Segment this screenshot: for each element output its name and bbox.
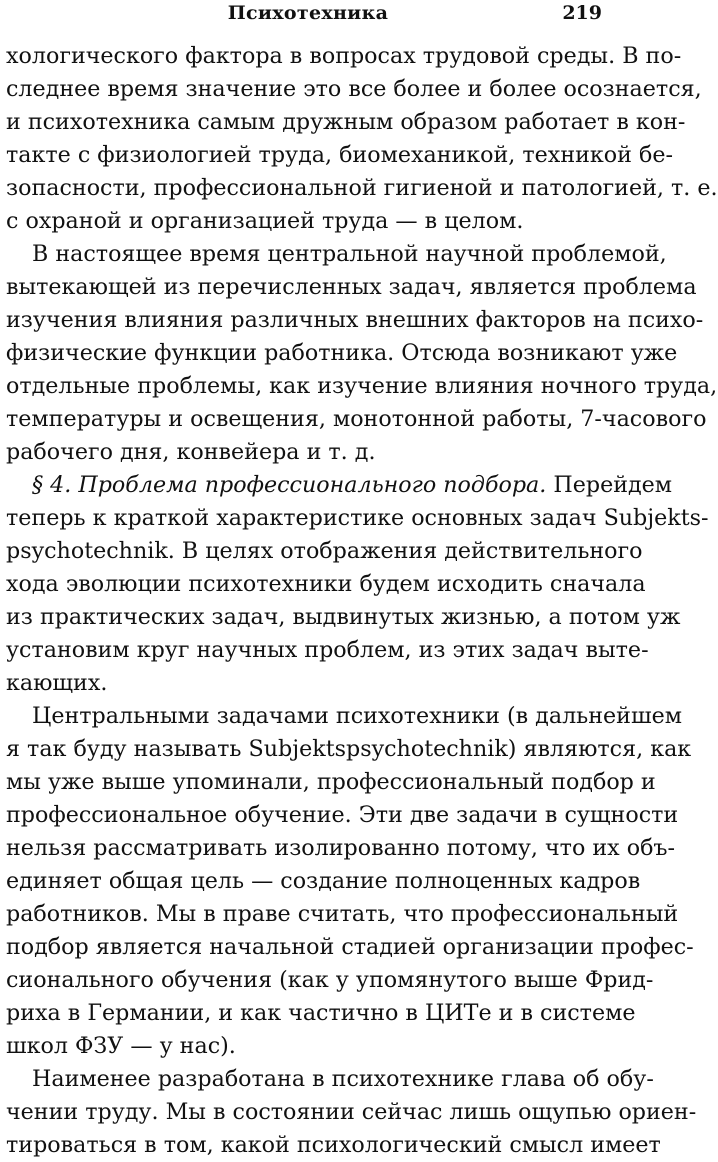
text-line: сионального обучения (как у упомянутого выше Фрид- <box>6 967 654 993</box>
text-line: хологического фактора в вопросах трудовой среды. В по- <box>6 43 682 69</box>
text-line: В настоящее время центральной научной проблемой, <box>32 241 667 267</box>
text-line: нельзя рассматривать изолированно потому, что их объ- <box>6 835 676 861</box>
text-line: подбор является начальной стадией организации профес- <box>6 934 694 960</box>
text-line: мы уже выше упоминали, профессиональный подбор и <box>6 769 656 795</box>
paragraph-scientific-problem <box>6 238 718 469</box>
text-line: школ ФЗУ — у нас). <box>6 1033 236 1059</box>
text-line: установим круг научных проблем, из этих задач выте- <box>6 637 649 663</box>
page-number: 219 <box>562 2 602 24</box>
paragraph-section-4 <box>6 469 709 700</box>
text-line: зопасности, профессиональной гигиеной и патологией, т. е. <box>6 175 718 201</box>
text-line: с охраной и организацией труда — в целом. <box>6 208 524 234</box>
text-line: следнее время значение это все более и более осознается, <box>6 76 702 102</box>
text-line: единяет общая цель — создание полноценных кадров <box>6 868 641 894</box>
text-line: Центральными задачами психотехники (в дальнейшем <box>32 703 682 729</box>
text-line: тироваться в том, какой психологический смысл имеет <box>6 1132 661 1158</box>
text-line: работников. Мы в праве считать, что профессиональный <box>6 901 679 927</box>
paragraph-central-tasks <box>6 700 694 1063</box>
text-line: чении труду. Мы в состоянии сейчас лишь ощупью ориен- <box>6 1099 697 1125</box>
body-text <box>6 40 718 1162</box>
section-heading: § 4. Проблема профессионального подбора. <box>32 472 547 498</box>
text-line <box>6 469 673 502</box>
text-line: отдельные проблемы, как изучение влияния ночного труда, <box>6 373 718 399</box>
text-line: такте с физиологией труда, биомеханикой, техникой бе- <box>6 142 673 168</box>
text-line: профессиональное обучение. Эти две задачи в сущности <box>6 802 679 828</box>
text-fragment: Перейдем <box>553 472 673 498</box>
text-line: риха в Германии, и как частично в ЦИТе и в системе <box>6 1000 636 1026</box>
text-line: температуры и освещения, монотонной работы, 7-часового <box>6 406 707 432</box>
running-title: Психотехника <box>227 2 389 24</box>
text-line: физические функции работника. Отсюда возникают уже <box>6 340 678 366</box>
text-line: psychotechnik. В целях отображения действительного <box>6 538 643 564</box>
running-head <box>6 0 610 40</box>
text-line: из практических задач, выдвинутых жизнью, а потом уж <box>6 604 681 630</box>
paragraph-training <box>6 1063 697 1162</box>
paragraph-continuation <box>6 40 718 238</box>
text-line: Наименее разработана в психотехнике глава об обу- <box>32 1066 654 1092</box>
text-line: рабочего дня, конвейера и т. д. <box>6 439 376 465</box>
text-line: я так буду называть Subjektspsychotechnik) являются, как <box>6 736 692 762</box>
text-line: изучения влияния различных внешних факторов на психо- <box>6 307 704 333</box>
text-line: хода эволюции психотехники будем исходить сначала <box>6 571 646 597</box>
text-line: вытекающей из перечисленных задач, является проблема <box>6 274 697 300</box>
text-line: и психотехника самым дружным образом работает в кон- <box>6 109 686 135</box>
text-line: теперь к краткой характеристике основных задач Subjekts- <box>6 505 709 531</box>
text-line: кающих. <box>6 670 108 696</box>
